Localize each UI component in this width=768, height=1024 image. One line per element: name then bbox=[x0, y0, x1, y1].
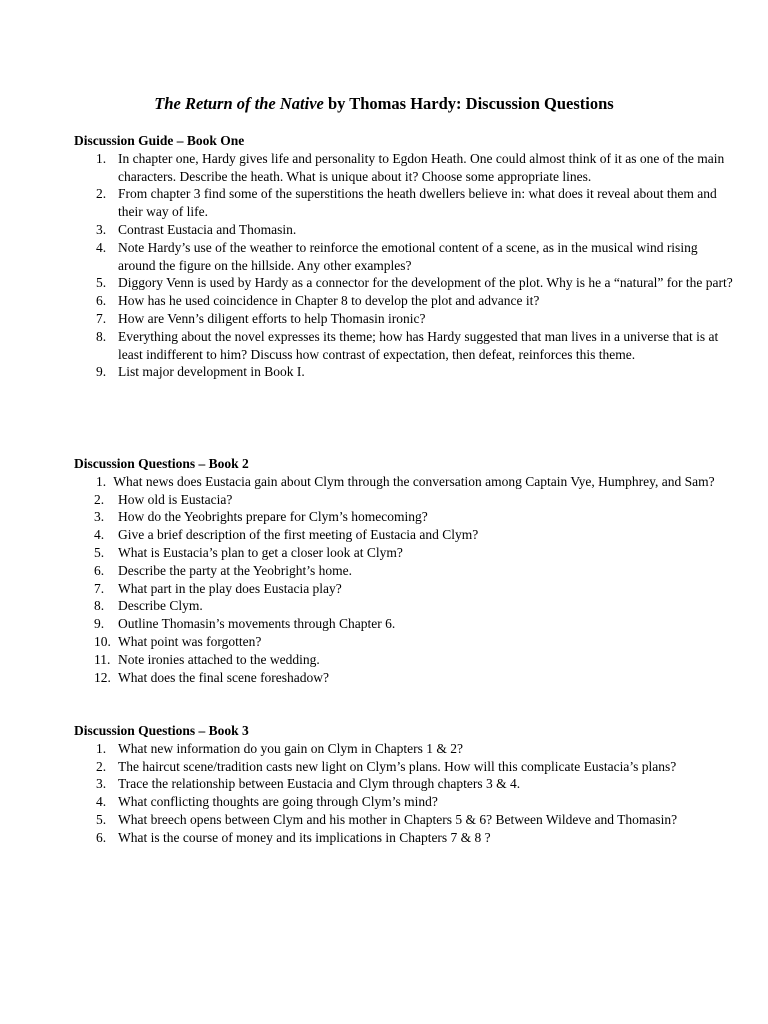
list-item bbox=[74, 363, 734, 381]
list-item-number: 6. bbox=[96, 829, 107, 845]
list-item bbox=[74, 740, 734, 758]
list-item-number: 11. bbox=[94, 651, 111, 667]
list-item bbox=[74, 292, 734, 310]
list-item-number: 3. bbox=[94, 509, 105, 525]
list-item bbox=[74, 508, 734, 526]
list-item bbox=[74, 580, 734, 598]
list-item-text: What is the course of money and its implications in Chapters 7 & 8 ? bbox=[118, 829, 491, 845]
list-item-text: Give a brief description of the first meeting of Eustacia and Clym? bbox=[118, 527, 479, 543]
list-item-text: What news does Eustacia gain about Clym through the conversation among Captain Vye, Humphrey, and Sam? bbox=[110, 473, 715, 489]
list-item bbox=[74, 633, 734, 651]
list-item-number: 4. bbox=[94, 527, 105, 543]
list-item-number: 4. bbox=[96, 239, 107, 255]
list-item-text: How has he used coincidence in Chapter 8 to develop the plot and advance it? bbox=[118, 293, 540, 309]
list-item bbox=[74, 221, 734, 239]
list-item bbox=[74, 328, 734, 364]
list-item bbox=[74, 758, 734, 776]
list-item bbox=[74, 526, 734, 544]
list-item bbox=[74, 597, 734, 615]
list-item-number: 9. bbox=[94, 616, 105, 632]
list-item-text: Outline Thomasin’s movements through Chapter 6. bbox=[118, 616, 396, 632]
list-item-number: 6. bbox=[96, 293, 107, 309]
list-item-number: 1. bbox=[96, 473, 107, 489]
list-item-number: 4. bbox=[96, 794, 107, 810]
list-item-text: Note ironies attached to the wedding. bbox=[118, 651, 320, 667]
list-item bbox=[74, 310, 734, 328]
list-item-text: How are Venn’s diligent efforts to help Thomasin ironic? bbox=[118, 310, 426, 326]
list-item-text: Describe Clym. bbox=[118, 598, 203, 614]
section-book-one bbox=[74, 132, 734, 381]
section-book-two bbox=[74, 455, 734, 686]
list-item-number: 3. bbox=[96, 221, 107, 237]
list-item-text: What part in the play does Eustacia play? bbox=[118, 580, 342, 596]
section-book-three bbox=[74, 722, 734, 847]
list-item-number: 2. bbox=[96, 186, 107, 202]
list-item bbox=[74, 491, 734, 509]
list-item bbox=[74, 811, 734, 829]
title-rest: by Thomas Hardy: Discussion Questions bbox=[323, 94, 614, 113]
list-item bbox=[74, 274, 734, 292]
list-item bbox=[74, 185, 734, 221]
list-item-number: 6. bbox=[94, 562, 105, 578]
page-title bbox=[0, 93, 768, 115]
list-item bbox=[74, 150, 734, 186]
list-item-text: From chapter 3 find some of the superstitions the heath dwellers believe in: what does it reveal about them and their way of life. bbox=[118, 186, 717, 220]
list-item-number: 5. bbox=[94, 544, 105, 560]
list-item bbox=[74, 651, 734, 669]
list-item-text: Trace the relationship between Eustacia and Clym through chapters 3 & 4. bbox=[118, 776, 521, 792]
list-item-number: 5. bbox=[96, 275, 107, 291]
list-item-text: What conflicting thoughts are going through Clym’s mind? bbox=[118, 794, 438, 810]
list-item bbox=[74, 544, 734, 562]
list-item-number: 1. bbox=[96, 150, 107, 166]
list-item-number: 8. bbox=[96, 328, 107, 344]
title-book-name: The Return of the Native bbox=[154, 94, 324, 113]
list-item bbox=[74, 793, 734, 811]
list-item-text: Note Hardy’s use of the weather to reinforce the emotional content of a scene, as in the musical wind rising around the figure on the hillside. Any other examples? bbox=[118, 239, 698, 273]
list-item-number: 5. bbox=[96, 811, 107, 827]
list-item-text: How do the Yeobrights prepare for Clym’s homecoming? bbox=[118, 509, 428, 525]
list-item-text: Describe the party at the Yeobright’s home. bbox=[118, 562, 352, 578]
list-item-number: 3. bbox=[96, 776, 107, 792]
question-list-book-three bbox=[74, 740, 734, 847]
list-item-text: Everything about the novel expresses its theme; how has Hardy suggested that man lives in a universe that is at least indifferent to him? Discuss how contrast of expectation, then defeat, reinforces this theme. bbox=[118, 328, 719, 362]
list-item bbox=[74, 473, 734, 491]
section-heading-book-two: Discussion Questions – Book 2 bbox=[74, 456, 249, 471]
list-item-text: What does the final scene foreshadow? bbox=[118, 669, 330, 685]
list-item-text: In chapter one, Hardy gives life and personality to Egdon Heath. One could almost think of it as one of the main characters. Describe the heath. What is unique about it? Choose some appropriate lines. bbox=[118, 150, 725, 184]
list-item-number: 7. bbox=[96, 310, 107, 326]
list-item-number: 1. bbox=[96, 740, 107, 756]
list-item-text: What breech opens between Clym and his mother in Chapters 5 & 6? Between Wildeve and Thomasin? bbox=[118, 811, 678, 827]
section-heading-book-one: Discussion Guide – Book One bbox=[74, 133, 245, 148]
list-item-text: How old is Eustacia? bbox=[118, 491, 233, 507]
list-item bbox=[74, 775, 734, 793]
list-item-number: 2. bbox=[94, 491, 105, 507]
question-list-book-one bbox=[74, 150, 734, 381]
list-item-text: What is Eustacia’s plan to get a closer look at Clym? bbox=[118, 544, 403, 560]
list-item bbox=[74, 562, 734, 580]
list-item-number: 10. bbox=[94, 633, 111, 649]
list-item-text: What new information do you gain on Clym in Chapters 1 & 2? bbox=[118, 740, 463, 756]
list-item-number: 7. bbox=[94, 580, 105, 596]
section-heading-book-three: Discussion Questions – Book 3 bbox=[74, 723, 249, 738]
list-item-number: 12. bbox=[94, 669, 111, 685]
list-item-number: 2. bbox=[96, 758, 107, 774]
list-item-text: List major development in Book I. bbox=[118, 364, 305, 380]
list-item bbox=[74, 239, 734, 275]
list-item-number: 9. bbox=[96, 364, 107, 380]
list-item bbox=[74, 615, 734, 633]
question-list-book-two bbox=[74, 473, 734, 687]
list-item-number: 8. bbox=[94, 598, 105, 614]
list-item bbox=[74, 829, 734, 847]
list-item-text: Diggory Venn is used by Hardy as a connector for the development of the plot. Why is he a “natural” for the part? bbox=[118, 275, 733, 291]
list-item-text: The haircut scene/tradition casts new light on Clym’s plans. How will this complicate Eustacia’s plans? bbox=[118, 758, 677, 774]
list-item-text: Contrast Eustacia and Thomasin. bbox=[118, 221, 297, 237]
list-item bbox=[74, 669, 734, 687]
list-item-text: What point was forgotten? bbox=[118, 633, 262, 649]
